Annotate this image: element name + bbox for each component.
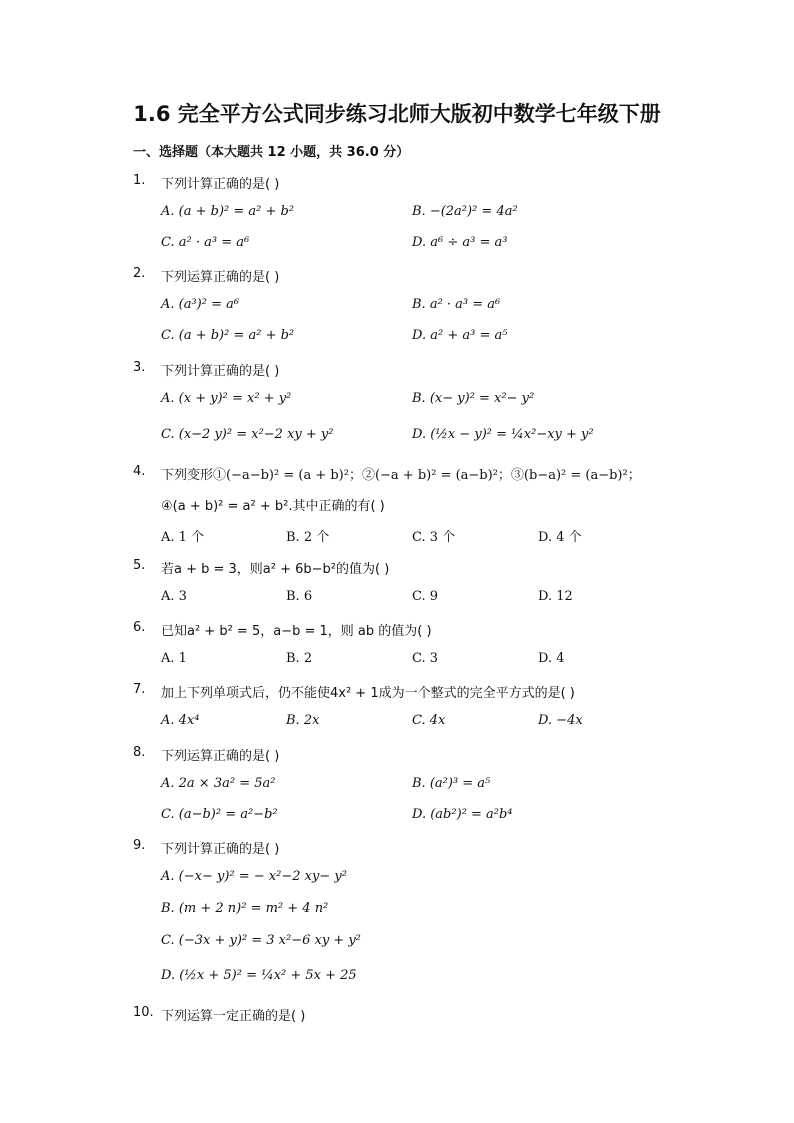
question-stem: 下列变形①(−a−b)² = (a + b)²；②(−a + b)² = (a−b)²；③(b−a)² = (a−b)²；: [161, 468, 641, 483]
option-d: D. a² + a³ = a⁵: [412, 328, 508, 343]
option-a: A. 2a × 3a² = 5a²: [161, 776, 276, 791]
question-number: 6.: [133, 620, 146, 635]
question-number: 4.: [133, 464, 146, 479]
option-d: D. a⁶ ÷ a³ = a³: [412, 235, 508, 250]
option-d: D. 12: [538, 589, 573, 604]
question-number: 2.: [133, 266, 146, 281]
question-number: 10.: [133, 1005, 154, 1020]
option-b: B. 2 个: [286, 530, 330, 545]
option-b: B. (x− y)² = x²− y²: [412, 391, 535, 406]
question-stem: 下列计算正确的是( ): [161, 842, 280, 857]
option-c: C. (−3x + y)² = 3 x²−6 xy + y²: [161, 933, 361, 948]
question-stem-line-2: ④(a + b)² = a² + b².其中正确的有( ): [161, 499, 385, 514]
question-stem: 下列计算正确的是( ): [161, 177, 280, 192]
option-a: A. 3: [161, 589, 187, 604]
option-c: C. (a + b)² = a² + b²: [161, 328, 295, 343]
option-c: C. 3 个: [412, 530, 456, 545]
option-b: B. (a²)³ = a⁵: [412, 776, 491, 791]
option-d: D. −4x: [538, 713, 583, 728]
option-d: D. (½x + 5)² = ¼x² + 5x + 25: [161, 968, 357, 983]
question-stem: 已知a² + b² = 5，a−b = 1，则 ab 的值为( ): [161, 624, 432, 639]
option-a: A. (a³)² = a⁶: [161, 297, 240, 312]
question-number: 9.: [133, 838, 146, 853]
page-title: 1.6 完全平方公式同步练习北师大版初中数学七年级下册: [133, 102, 661, 126]
option-b: B. (m + 2 n)² = m² + 4 n²: [161, 901, 329, 916]
question-number: 5.: [133, 558, 146, 573]
question-number: 3.: [133, 360, 146, 375]
question-stem: 下列运算正确的是( ): [161, 749, 280, 764]
option-a: A. (a + b)² = a² + b²: [161, 204, 295, 219]
option-d: D. (ab²)² = a²b⁴: [412, 807, 513, 822]
option-d: D. 4 个: [538, 530, 582, 545]
question-stem: 下列计算正确的是( ): [161, 364, 280, 379]
option-c: C. (x−2 y)² = x²−2 xy + y²: [161, 427, 334, 442]
option-b: B. 2x: [286, 713, 320, 728]
question-stem: 若a + b = 3，则a² + 6b−b²的值为( ): [161, 562, 390, 577]
option-b: B. −(2a²)² = 4a²: [412, 204, 518, 219]
option-c: C. 4x: [412, 713, 446, 728]
question-stem: 下列运算正确的是( ): [161, 270, 280, 285]
option-c: C. 3: [412, 651, 439, 666]
question-number: 1.: [133, 173, 146, 188]
option-a: A. 1: [161, 651, 187, 666]
option-c: C. a² · a³ = a⁶: [161, 235, 250, 250]
question-number: 8.: [133, 745, 146, 760]
option-a: A. 1 个: [161, 530, 205, 545]
option-c: C. (a−b)² = a²−b²: [161, 807, 278, 822]
question-stem: 加上下列单项式后，仍不能使4x² + 1成为一个整式的完全平方式的是( ): [161, 686, 575, 701]
question-number: 7.: [133, 682, 146, 697]
option-c: C. 9: [412, 589, 439, 604]
option-a: A. (x + y)² = x² + y²: [161, 391, 292, 406]
option-d: D. (½x − y)² = ¼x²−xy + y²: [412, 427, 594, 442]
section-heading: 一、选择题（本大题共 12 小题，共 36.0 分）: [133, 145, 410, 160]
option-b: B. a² · a³ = a⁶: [412, 297, 501, 312]
question-stem: 下列运算一定正确的是( ): [161, 1009, 306, 1024]
option-b: B. 6: [286, 589, 313, 604]
option-b: B. 2: [286, 651, 313, 666]
option-a: A. (−x− y)² = − x²−2 xy− y²: [161, 869, 347, 884]
option-a: A. 4x⁴: [161, 713, 200, 728]
option-d: D. 4: [538, 651, 565, 666]
